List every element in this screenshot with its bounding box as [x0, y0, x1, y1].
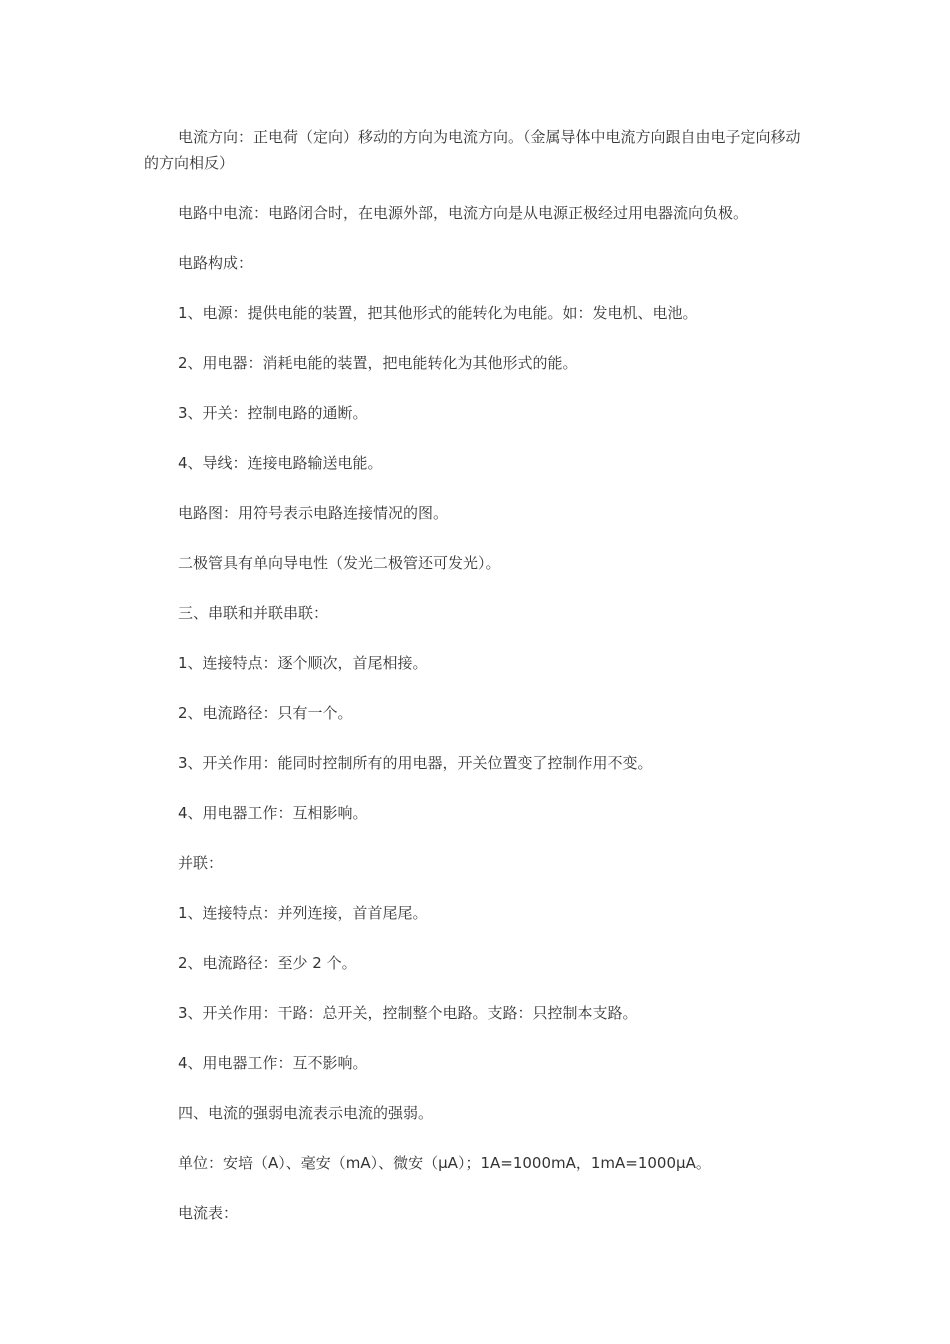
paragraph-parallel-path: 2、电流路径：至少 2 个。 [178, 954, 357, 972]
paragraph-power-source: 1、电源：提供电能的装置，把其他形式的能转化为电能。如：发电机、电池。 [178, 304, 698, 322]
paragraph-series-connection: 1、连接特点：逐个顺次，首尾相接。 [178, 654, 428, 672]
heading-series-parallel: 三、串联和并联串联： [178, 604, 329, 622]
paragraph-current-direction: 电流方向：正电荷（定向）移动的方向为电流方向。（金属导体中电流方向跟自由电子定向移动的方向相反） [144, 128, 801, 172]
paragraph-switch: 3、开关：控制电路的通断。 [178, 404, 368, 422]
paragraph-parallel-switch: 3、开关作用：干路：总开关，控制整个电路。支路：只控制本支路。 [178, 1004, 638, 1022]
paragraph-parallel-connection: 1、连接特点：并列连接，首首尾尾。 [178, 904, 428, 922]
heading-parallel: 并联： [178, 854, 224, 872]
paragraph-series-appliance: 4、用电器工作：互相影响。 [178, 804, 368, 822]
paragraph-ammeter: 电流表： [178, 1204, 239, 1222]
paragraph-circuit-current: 电路中电流：电路闭合时，在电源外部，电流方向是从电源正极经过用电器流向负极。 [178, 204, 749, 222]
paragraph-series-path: 2、电流路径：只有一个。 [178, 704, 353, 722]
paragraph-units: 单位：安培（A）、毫安（mA）、微安（μA）；1A=1000mA，1mA=1000μA。 [178, 1154, 711, 1172]
paragraph-circuit-composition: 电路构成： [178, 254, 254, 272]
paragraph-wire: 4、导线：连接电路输送电能。 [178, 454, 383, 472]
paragraph-appliance: 2、用电器：消耗电能的装置，把电能转化为其他形式的能。 [178, 354, 578, 372]
paragraph-diode: 二极管具有单向导电性（发光二极管还可发光）。 [178, 554, 501, 572]
paragraph-parallel-appliance: 4、用电器工作：互不影响。 [178, 1054, 368, 1072]
heading-current-strength: 四、电流的强弱电流表示电流的强弱。 [178, 1104, 434, 1122]
document-body [144, 124, 814, 1250]
paragraph-circuit-diagram: 电路图：用符号表示电路连接情况的图。 [178, 504, 449, 522]
paragraph-series-switch: 3、开关作用：能同时控制所有的用电器，开关位置变了控制作用不变。 [178, 754, 653, 772]
